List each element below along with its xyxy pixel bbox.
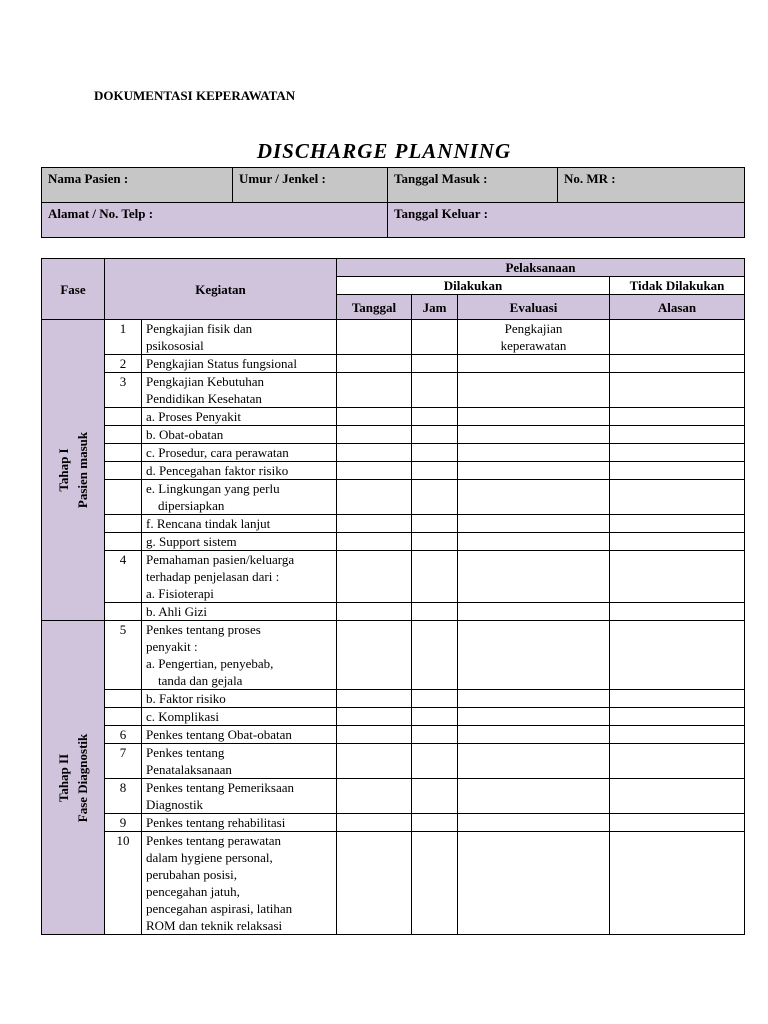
jam-cell[interactable] [412,726,458,744]
evaluasi-cell[interactable] [458,621,610,690]
alasan-cell[interactable] [610,320,745,355]
evaluasi-cell[interactable] [458,355,610,373]
table-row [42,726,745,744]
activity-cell [142,726,337,744]
activity-text: pencegahan aspirasi, latihan [146,901,293,916]
table-row [42,690,745,708]
header-kegiatan: Kegiatan [105,259,337,320]
activity-text: a. Proses Penyakit [146,409,241,424]
document-label: DOKUMENTASI KEPERAWATAN [94,88,296,103]
discharge-date-field[interactable]: Tanggal Keluar : [388,203,745,238]
alasan-cell[interactable] [610,444,745,462]
evaluasi-cell[interactable] [458,462,610,480]
activity-text: Penkes tentang rehabilitasi [146,815,286,830]
activity-cell [142,515,337,533]
evaluasi-cell[interactable] [458,408,610,426]
activity-number [105,462,142,480]
activity-cell [142,832,337,935]
activity-text: e. Lingkungan yang perlu [146,481,280,496]
alasan-cell[interactable] [610,690,745,708]
activity-text: penyakit : [146,639,198,654]
phase-label [54,733,92,821]
activity-cell [142,708,337,726]
tanggal-cell[interactable] [337,814,412,832]
tanggal-cell[interactable] [337,779,412,814]
evaluasi-cell[interactable] [458,726,610,744]
table-row [42,320,745,355]
medical-record-field[interactable]: No. MR : [558,168,745,203]
alasan-cell[interactable] [610,832,745,935]
tanggal-cell[interactable] [337,462,412,480]
activity-cell [142,551,337,603]
tanggal-cell[interactable] [337,551,412,603]
tanggal-cell[interactable] [337,744,412,779]
table-row [42,444,745,462]
activity-text: Pengkajian Status fungsional [146,356,297,371]
table-row [42,832,745,935]
evaluasi-cell[interactable] [458,533,610,551]
jam-cell[interactable] [412,690,458,708]
header-pelaksanaan: Pelaksanaan [337,259,745,277]
activity-text: ROM dan teknik relaksasi [146,918,283,933]
alasan-cell[interactable] [610,480,745,515]
activity-text: Pemahaman pasien/keluarga [146,552,295,567]
plan-table-body [42,320,745,935]
jam-cell[interactable] [412,515,458,533]
tanggal-cell[interactable] [337,426,412,444]
jam-cell[interactable] [412,462,458,480]
tanggal-cell[interactable] [337,515,412,533]
phase-label [54,432,92,508]
alasan-cell[interactable] [610,603,745,621]
activity-text: b. Faktor risiko [146,691,226,706]
phase-title: Tahap I [56,448,71,492]
jam-cell[interactable] [412,426,458,444]
jam-cell[interactable] [412,744,458,779]
activity-text: Penkes tentang [146,745,225,760]
table-row [42,603,745,621]
activity-number [105,408,142,426]
activity-cell [142,690,337,708]
table-row [42,621,745,690]
evaluasi-cell[interactable] [458,690,610,708]
jam-cell[interactable] [412,373,458,408]
jam-cell[interactable] [412,408,458,426]
phase-title: Tahap II [56,753,71,802]
age-gender-field[interactable]: Umur / Jenkel : [233,168,388,203]
activity-text: Diagnostik [146,797,204,812]
alasan-cell[interactable] [610,726,745,744]
activity-number: 1 [105,320,142,355]
admission-date-field[interactable]: Tanggal Masuk : [388,168,558,203]
tanggal-cell[interactable] [337,690,412,708]
phase-subtitle: Fase Diagnostik [75,733,90,822]
table-row [42,426,745,444]
activity-cell [142,444,337,462]
activity-number: 8 [105,779,142,814]
header-dilakukan: Dilakukan [337,277,610,295]
tanggal-cell[interactable] [337,832,412,935]
activity-text: terhadap penjelasan dari : [146,569,280,584]
alasan-cell[interactable] [610,708,745,726]
activity-text: dipersiapkan [158,498,225,513]
table-row [42,744,745,779]
evaluasi-cell[interactable] [458,832,610,935]
activity-number: 9 [105,814,142,832]
activity-number: 2 [105,355,142,373]
activity-text: psikososial [146,338,204,353]
tanggal-cell[interactable] [337,373,412,408]
activity-number [105,480,142,515]
activity-cell [142,480,337,515]
activity-text: c. Prosedur, cara perawatan [146,445,289,460]
patient-name-field[interactable]: Nama Pasien : [42,168,233,203]
table-row [42,373,745,408]
activity-text: c. Komplikasi [146,709,219,724]
evaluasi-cell[interactable] [458,779,610,814]
evaluasi-cell[interactable] [458,320,610,355]
tanggal-cell[interactable] [337,408,412,426]
evaluasi-cell[interactable] [458,373,610,408]
jam-cell[interactable] [412,355,458,373]
alasan-cell[interactable] [610,533,745,551]
activity-text: a. Fisioterapi [146,586,214,601]
jam-cell[interactable] [412,480,458,515]
activity-text: pencegahan jatuh, [146,884,240,899]
jam-cell[interactable] [412,832,458,935]
header-alasan: Alasan [610,295,745,320]
activity-number [105,708,142,726]
activity-number: 5 [105,621,142,690]
jam-cell[interactable] [412,603,458,621]
tanggal-cell[interactable] [337,726,412,744]
table-row [42,408,745,426]
activity-text: Penkes tentang Pemeriksaan [146,780,295,795]
table-row [42,779,745,814]
jam-cell[interactable] [412,779,458,814]
activity-text: tanda dan gejala [158,673,243,688]
activity-number [105,515,142,533]
alasan-cell[interactable] [610,426,745,444]
activity-text: dalam hygiene personal, [146,850,273,865]
table-row [42,515,745,533]
activity-cell [142,533,337,551]
header-evaluasi: Evaluasi [458,295,610,320]
tanggal-cell[interactable] [337,621,412,690]
phase-subtitle: Pasien masuk [75,431,90,509]
evaluasi-cell[interactable] [458,444,610,462]
alasan-cell[interactable] [610,551,745,603]
evaluasi-cell[interactable] [458,814,610,832]
alasan-cell[interactable] [610,408,745,426]
activity-cell [142,744,337,779]
table-row [42,480,745,515]
patient-info-table [41,167,745,238]
evaluation-text: Pengkajian [504,321,563,336]
table-row [42,462,745,480]
activity-text: Penkes tentang perawatan [146,833,282,848]
activity-number [105,426,142,444]
alasan-cell[interactable] [610,462,745,480]
activity-number [105,603,142,621]
activity-cell [142,426,337,444]
activity-cell [142,462,337,480]
tanggal-cell[interactable] [337,355,412,373]
table-row [42,708,745,726]
activity-text: b. Ahli Gizi [146,604,208,619]
jam-cell[interactable] [412,708,458,726]
tanggal-cell[interactable] [337,444,412,462]
page-title: DISCHARGE PLANNING [256,139,512,163]
jam-cell[interactable] [412,814,458,832]
activity-text: Pengkajian fisik dan [146,321,253,336]
activity-number [105,444,142,462]
evaluation-text: keperawatan [500,338,567,353]
evaluasi-cell[interactable] [458,708,610,726]
activity-cell [142,355,337,373]
activity-number [105,690,142,708]
activity-cell [142,814,337,832]
activity-number: 7 [105,744,142,779]
evaluasi-cell[interactable] [458,603,610,621]
activity-text: Penatalaksanaan [146,762,232,777]
tanggal-cell[interactable] [337,533,412,551]
alasan-cell[interactable] [610,373,745,408]
activity-cell [142,779,337,814]
evaluasi-cell[interactable] [458,515,610,533]
header-tanggal: Tanggal [337,295,412,320]
activity-number: 3 [105,373,142,408]
activity-number [105,533,142,551]
header-fase: Fase [42,259,105,320]
alasan-cell[interactable] [610,515,745,533]
activity-text: d. Pencegahan faktor risiko [146,463,289,478]
evaluasi-cell[interactable] [458,426,610,444]
discharge-plan-table [41,258,745,935]
table-row [42,551,745,603]
activity-text: Pendidikan Kesehatan [146,391,262,406]
tanggal-cell[interactable] [337,708,412,726]
evaluasi-cell[interactable] [458,480,610,515]
tanggal-cell[interactable] [337,320,412,355]
activity-text: Penkes tentang Obat-obatan [146,727,292,742]
activity-text: b. Obat-obatan [146,427,224,442]
alasan-cell[interactable] [610,355,745,373]
alasan-cell[interactable] [610,814,745,832]
activity-cell [142,373,337,408]
activity-number: 6 [105,726,142,744]
activity-text: Penkes tentang proses [146,622,261,637]
jam-cell[interactable] [412,320,458,355]
tanggal-cell[interactable] [337,480,412,515]
activity-cell [142,603,337,621]
table-row [42,533,745,551]
jam-cell[interactable] [412,621,458,690]
phase-cell [42,320,105,621]
evaluasi-cell[interactable] [458,744,610,779]
activity-text: g. Support sistem [146,534,237,549]
alasan-cell[interactable] [610,621,745,690]
header-tidak-dilakukan: Tidak Dilakukan [610,277,745,295]
phase-cell [42,621,105,935]
activity-number: 10 [105,832,142,935]
evaluasi-cell[interactable] [458,551,610,603]
jam-cell[interactable] [412,444,458,462]
alasan-cell[interactable] [610,779,745,814]
address-phone-field[interactable]: Alamat / No. Telp : [42,203,388,238]
jam-cell[interactable] [412,533,458,551]
tanggal-cell[interactable] [337,603,412,621]
table-row [42,355,745,373]
jam-cell[interactable] [412,551,458,603]
activity-text: f. Rencana tindak lanjut [146,516,271,531]
activity-cell [142,320,337,355]
table-row [42,814,745,832]
activity-cell [142,621,337,690]
activity-cell [142,408,337,426]
activity-text: perubahan posisi, [146,867,237,882]
activity-number: 4 [105,551,142,603]
activity-text: Pengkajian Kebutuhan [146,374,265,389]
activity-text: a. Pengertian, penyebab, [146,656,274,671]
alasan-cell[interactable] [610,744,745,779]
header-jam: Jam [412,295,458,320]
